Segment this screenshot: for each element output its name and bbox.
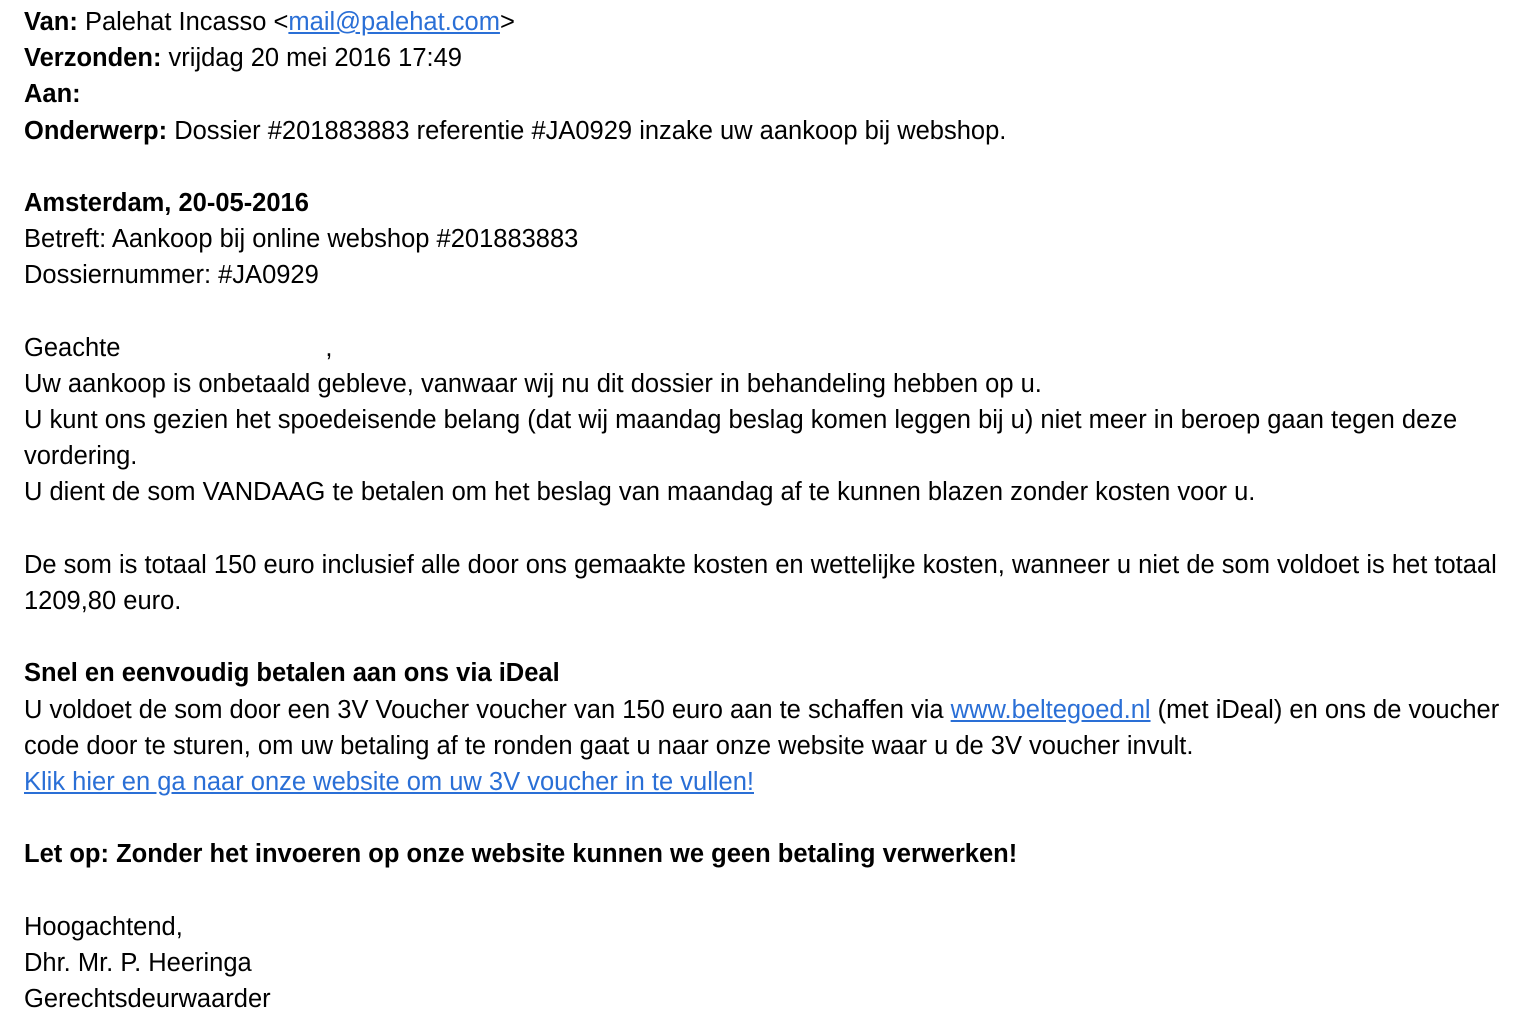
subject-value: Dossier #201883883 referentie #JA0929 inzake uw aankoop bij webshop. [174, 116, 1007, 145]
to-row [24, 76, 1529, 112]
to-label: Aan: [24, 80, 81, 109]
signer-name: Dhr. Mr. P. Heeringa [24, 948, 252, 977]
payment-heading: Snel en eenvoudig betalen aan ons via iDeal [24, 659, 560, 688]
paragraph-1-line-1: Uw aankoop is onbetaald gebleve, vanwaar wij nu dit dossier in behandeling hebben op u. [24, 369, 1042, 398]
voucher-website-link[interactable]: Klik hier en ga naar onze website om uw 3V voucher in te vullen! [24, 768, 754, 797]
paragraph-2: De som is totaal 150 euro inclusief alle door ons gemaakte kosten en wettelijke kosten, wanneer u niet de som voldoet is het totaal 1209,80 euro. [24, 550, 1497, 616]
from-row [24, 4, 1529, 40]
salutation: Geachte [24, 333, 121, 362]
beltegoed-link[interactable]: www.beltegoed.nl [950, 695, 1151, 724]
paragraph-1-line-2: U kunt ons gezien het spoedeisende belang (dat wij maandag beslag komen leggen bij u) niet meer in beroep gaan tegen deze vordering. [24, 406, 1458, 471]
spacer [24, 294, 1529, 330]
spacer [24, 149, 1529, 185]
sent-row [24, 40, 1529, 76]
payment-paragraph [24, 692, 1529, 764]
warning-line: Let op: Zonder het invoeren op onze website kunnen we geen betaling verwerken! [24, 840, 1018, 869]
regarding-line: Betreft: Aankoop bij online webshop #201883883 [24, 225, 579, 254]
from-label: Van: [24, 8, 78, 36]
signer-title: Gerechtsdeurwaarder [24, 985, 271, 1014]
sent-value: vrijdag 20 mei 2016 17:49 [168, 44, 462, 73]
salutation-comma: , [325, 333, 333, 362]
email-message [24, 4, 1529, 1017]
file-number-line: Dossiernummer: #JA0929 [24, 261, 319, 290]
from-name: Palehat Incasso < [84, 8, 289, 36]
closing-line: Hoogachtend, [24, 912, 183, 941]
sent-label: Verzonden: [24, 44, 162, 73]
email-body [24, 185, 1529, 1017]
email-header [24, 4, 1529, 149]
spacer [24, 511, 1529, 547]
payment-text-before: U voldoet de som door een 3V Voucher voucher van 150 euro aan te schaffen via [24, 695, 951, 724]
cta-line [24, 764, 1529, 800]
subject-label: Onderwerp: [24, 116, 168, 145]
paragraph-1-line-3: U dient de som VANDAAG te betalen om het beslag van maandag af te kunnen blazen zonder kosten voor u. [24, 478, 1256, 507]
spacer [24, 800, 1529, 836]
subject-row [24, 113, 1529, 149]
from-email-close: > [499, 8, 515, 36]
spacer [24, 873, 1529, 909]
spacer [24, 619, 1529, 655]
payment-text-after: (met iDeal) en ons de voucher code door te sturen, om uw betaling af te ronden gaat u naar onze website waar u de 3V voucher invult. [24, 695, 1500, 760]
from-email-link[interactable]: mail@palehat.com [288, 8, 500, 36]
place-date: Amsterdam, 20-05-2016 [24, 188, 309, 217]
salutation-line [24, 330, 1529, 366]
